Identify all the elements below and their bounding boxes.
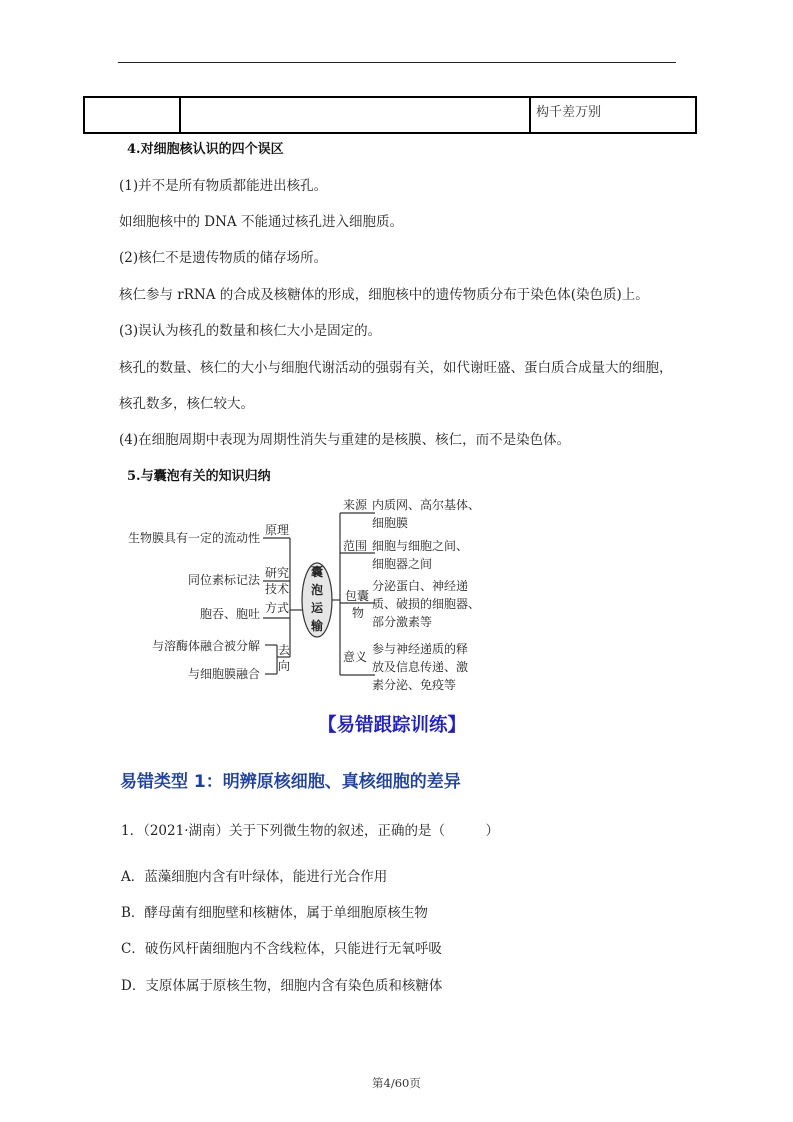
branch-content: 部分激素等 [372,615,433,629]
branch-content: 分泌蛋白、神经递 [372,579,469,593]
branch-label: 来源 [343,498,368,512]
branch-content: 参与神经递质的释 [372,642,469,656]
table-cell: 构千差万别 [530,97,696,133]
branch-content: 细胞器之间 [372,557,433,571]
branch-label: 包囊 [345,589,370,603]
branch-label: 技术 [265,582,290,596]
branch-content: 与细胞膜融合 [187,667,260,681]
option-d[interactable]: D．支原体属于原核生物，细胞内含有染色质和核糖体 [121,978,443,994]
center-label: 运 [310,601,324,615]
error-type-heading: 易错类型 1：明辨原核细胞、真核细胞的差异 [120,772,461,792]
paragraph: (4)在细胞周期中表现为周期性消失与重建的是核膜、核仁，而不是染色体。 [119,432,571,448]
branch-content: 生物膜具有一定的流动性 [127,531,260,545]
option-a[interactable]: A．蓝藻细胞内含有叶绿体，能进行光合作用 [121,869,388,885]
branch-label: 物 [352,606,365,620]
paragraph: 核孔的数量、核仁的大小与细胞代谢活动的强弱有关，如代谢旺盛、蛋白质合成量大的细胞， [119,360,673,376]
branch-content: 质、破损的细胞器、 [372,597,481,611]
branch-label: 方式 [265,601,290,615]
center-label: 输 [310,619,324,633]
section5-heading: 5.与囊泡有关的知识归纳 [127,469,271,484]
branch-content: 同位素标记法 [187,573,260,587]
option-c[interactable]: C．破伤风杆菌细胞内不含线粒体，只能进行无氧呼吸 [121,941,442,957]
option-b[interactable]: B．酵母菌有细胞壁和核糖体，属于单细胞原核生物 [121,905,428,921]
paragraph: 如细胞核中的 DNA 不能通过核孔进入细胞质。 [119,214,403,230]
question-stem: 1．（2021·湖南）关于下列微生物的叙述，正确的是（ ） [121,823,499,839]
branch-label: 研究 [265,566,290,580]
paragraph: 核孔数多，核仁较大。 [119,396,254,412]
training-title: 【易错跟踪训练】 [318,715,467,736]
center-label: 囊 [310,565,324,579]
branch-label: 向 [278,659,291,673]
branch-label: 去 [278,643,291,657]
branch-content: 细胞与细胞之间、 [372,539,469,553]
paragraph: (3)误认为核孔的数量和核仁大小是固定的。 [119,323,382,339]
table-cell [180,97,530,133]
branch-content: 细胞膜 [372,516,409,530]
vesicle-transport-diagram [115,490,485,700]
branch-label: 范围 [343,539,368,553]
branch-label: 原理 [265,523,290,537]
branch-content: 胞吞、胞吐 [199,607,260,621]
paragraph: (1)并不是所有物质都能进出核孔。 [119,178,328,194]
paragraph: 核仁参与 rRNA 的合成及核糖体的形成，细胞核中的遗传物质分布于染色体(染色质)上。 [119,287,649,303]
paragraph: (2)核仁不是遗传物质的储存场所。 [119,250,328,266]
table-row [84,97,696,133]
branch-content: 素分泌、免疫等 [372,678,457,692]
branch-content: 放及信息传递、激 [372,660,469,674]
branch-content: 内质网、高尔基体、 [372,498,481,512]
table-fragment [83,96,697,134]
center-label: 泡 [310,583,324,597]
header-rule [118,62,676,63]
table-cell [84,97,180,133]
branch-label: 意义 [343,650,368,664]
branch-content: 与溶酶体融合被分解 [151,639,260,653]
section4-heading: 4.对细胞核认识的四个误区 [127,142,284,157]
page-number: 第4/60页 [372,1076,421,1090]
